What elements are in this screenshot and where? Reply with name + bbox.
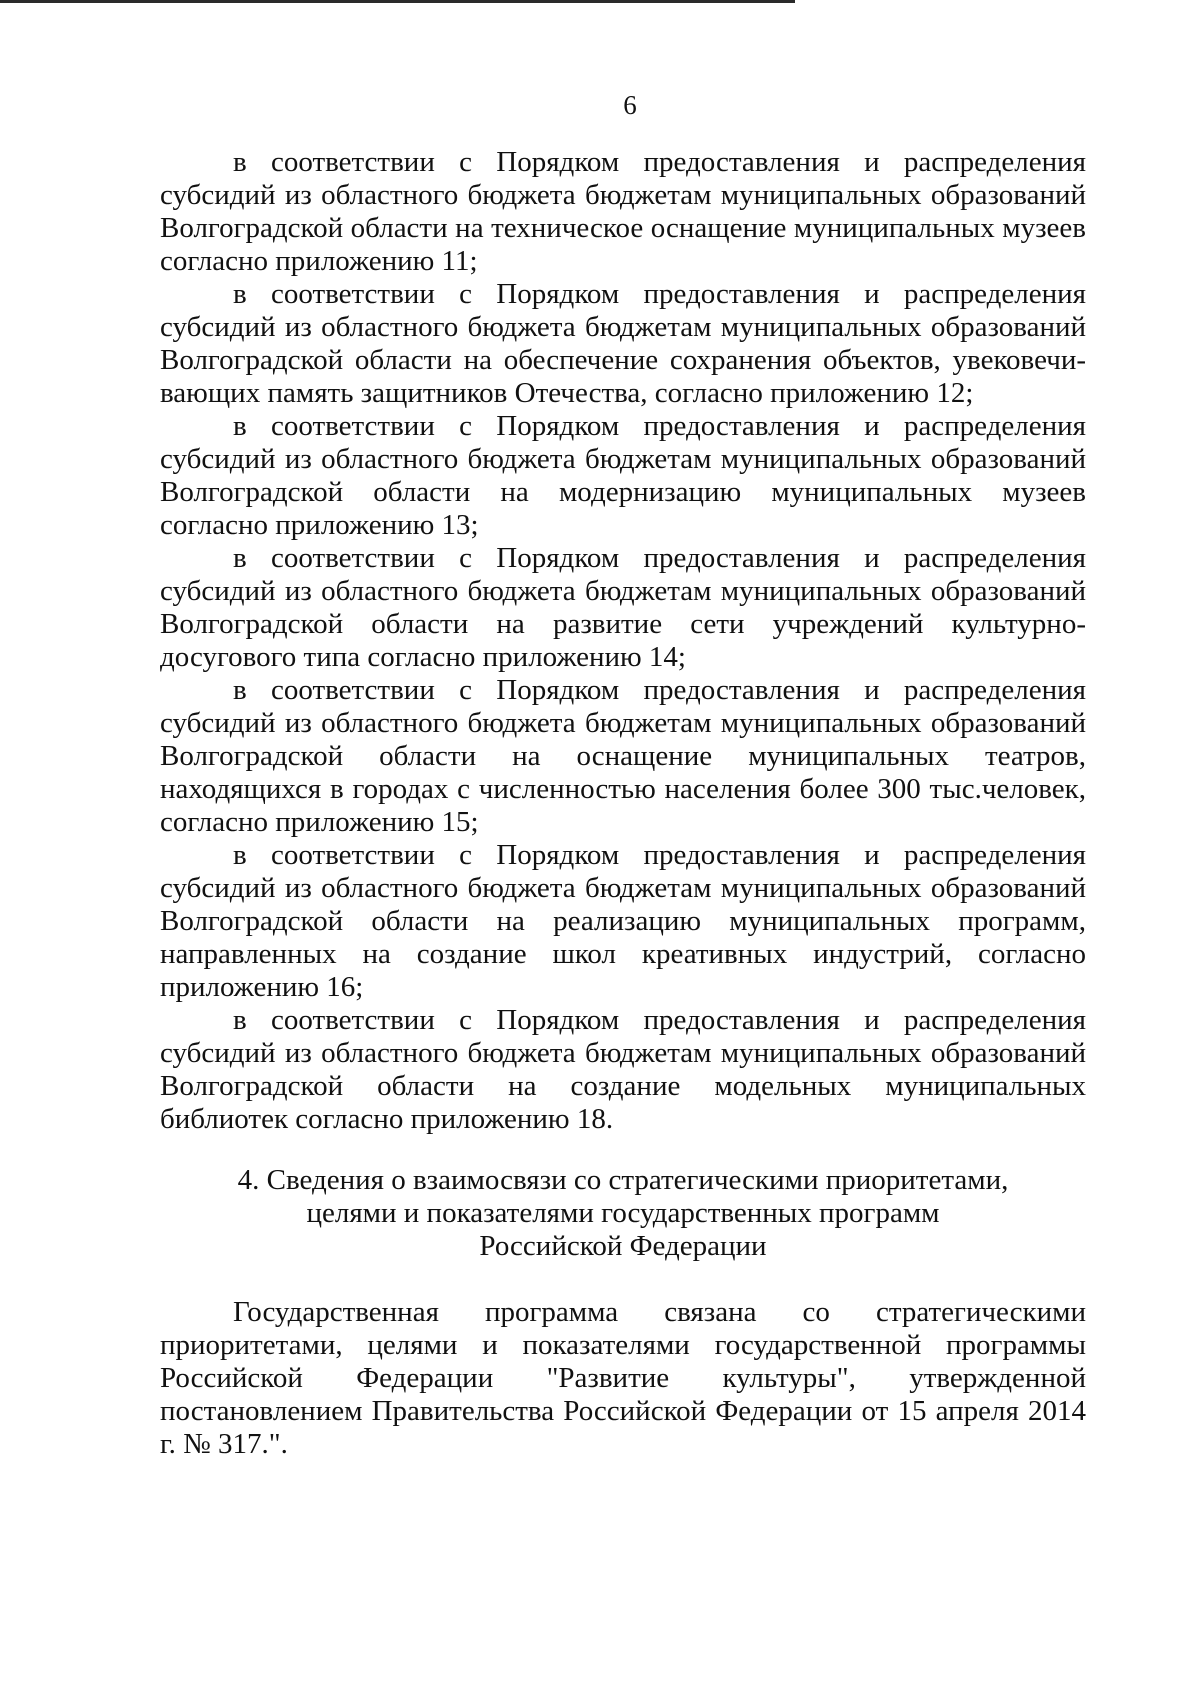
paragraph-annex-13: в соответствии с Порядком предоставления и распределения субсидий из областного бюджета бюджетам муниципальных образований Волгоградской области на модернизацию муниципальных музеев согласно приложению 13; xyxy=(160,410,1086,541)
paragraph-annex-15: в соответствии с Порядком предоставления и распределения субсидий из областного бюджета бюджетам муниципальных образований Волгоградской области на оснащение муниципальных театров, находящихся в городах с численностью населения более 300 тыс.человек, согласно приложению 15; xyxy=(160,674,1086,838)
paragraph-annex-14: в соответствии с Порядком предоставления и распределения субсидий из областного бюджета бюджетам муниципальных образований Волгоградской области на развитие сети учреждений культурно-досугового типа согласно приложению 14; xyxy=(160,542,1086,673)
paragraph-annex-18: в соответствии с Порядком предоставления и распределения субсидий из областного бюджета бюджетам муниципальных образований Волгоградской области на создание модельных муниципальных библиотек согласно приложению 18. xyxy=(160,1004,1086,1135)
section-heading-line: Российской Федерации xyxy=(479,1230,767,1262)
paragraph-annex-11: в соответствии с Порядком предоставления и распределения субсидий из областного бюджета бюджетам муниципальных образований Волгоградской области на техническое оснащение муниципальных музеев согласно приложению 11; xyxy=(160,146,1086,277)
section-heading-line: 4. Сведения о взаимосвязи со стратегическими приоритетами, xyxy=(237,1164,1009,1196)
paragraph-annex-12: в соответствии с Порядком предоставления и распределения субсидий из областного бюджета бюджетам муниципальных образований Волгоградской области на обеспечение сохранения объектов, увековечи-вающих память защитников Отечества, согласно приложению 12; xyxy=(160,278,1086,409)
page-number: 6 xyxy=(623,90,637,120)
scan-top-edge xyxy=(0,0,795,3)
section-4-body: Государственная программа связана со стратегическими приоритетами, целями и показателями государственной программы Российской Федерации "Развитие культуры", утвержденной постановлением Правительства Российской Федерации от 15 апреля 2014 г. № 317.". xyxy=(160,1296,1086,1460)
section-4-heading xyxy=(160,1164,1086,1263)
paragraph-annex-16: в соответствии с Порядком предоставления и распределения субсидий из областного бюджета бюджетам муниципальных образований Волгоградской области на реализацию муниципальных программ, направленных на создание школ креативных индустрий, согласно приложению 16; xyxy=(160,839,1086,1003)
section-heading-line: целями и показателями государственных программ xyxy=(306,1197,940,1229)
